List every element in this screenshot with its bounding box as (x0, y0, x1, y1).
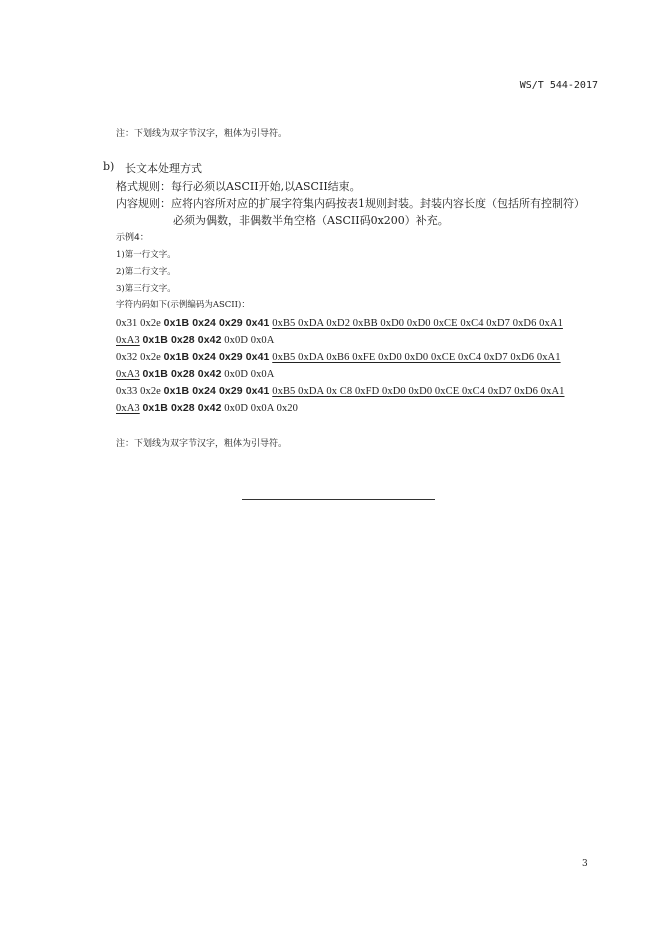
section-b-label: b) (103, 160, 115, 173)
content-rule-line1: 内容规则：应将内容所对应的扩展字符集内码按表1规则封装。封装内容长度（包括所有控制符） (116, 197, 585, 210)
code-plain: 0x0D 0x0A (224, 369, 275, 380)
code-underline: 0xA3 (116, 403, 140, 414)
code-plain: 0x33 0x2e (116, 386, 161, 397)
format-rule: 格式规则：每行必须以ASCII开始,以ASCII结束。 (116, 180, 361, 193)
note-bottom: 注：下划线为双字节汉字，粗体为引导符。 (116, 439, 288, 449)
section-b-title: 长文本处理方式 (125, 162, 202, 175)
code-underline: 0xA3 (116, 369, 140, 380)
code-underline: 0xB5 0xDA 0xB6 0xFE 0xD0 0xD0 0xCE 0xC4 0xD7 0xD6 0xA1 (272, 352, 561, 363)
code-underline: 0xA3 (116, 335, 140, 346)
page-number: 3 (582, 859, 588, 869)
example-line-1: 1)第一行文字。 (116, 250, 176, 260)
example-line-3: 3)第三行文字。 (116, 284, 176, 294)
example-title: 示例4： (116, 233, 149, 243)
code-line-1 (116, 317, 604, 329)
code-plain: 0x0D 0x0A 0x20 (224, 403, 299, 414)
code-plain: 0x32 0x2e (116, 352, 161, 363)
code-bold-lead: 0x1B 0x24 0x29 0x41 (163, 351, 270, 363)
example-line-2: 2)第二行文字。 (116, 267, 176, 277)
code-bold-lead: 0x1B 0x28 0x42 (142, 402, 222, 414)
code-line-6 (116, 402, 298, 414)
code-bold-lead: 0x1B 0x28 0x42 (142, 368, 222, 380)
note-top: 注：下划线为双字节汉字，粗体为引导符。 (116, 129, 288, 139)
end-of-document-line (242, 499, 435, 500)
code-line-2 (116, 334, 274, 346)
code-line-5 (116, 385, 604, 397)
content-rule-line2: 必须为偶数，非偶数半角空格（ASCII码0x200）补充。 (173, 214, 449, 227)
example-intro: 字符内码如下(示例编码为ASCII)： (116, 300, 250, 310)
code-line-3 (116, 351, 604, 363)
code-line-4 (116, 368, 274, 380)
code-bold-lead: 0x1B 0x24 0x29 0x41 (163, 385, 270, 397)
standard-number: WS/T 544-2017 (519, 80, 598, 91)
code-plain: 0x0D 0x0A (224, 335, 275, 346)
code-underline: 0xB5 0xDA 0x C8 0xFD 0xD0 0xD0 0xCE 0xC4 0xD7 0xD6 0xA1 (272, 386, 565, 397)
code-bold-lead: 0x1B 0x24 0x29 0x41 (163, 317, 270, 329)
code-plain: 0x31 0x2e (116, 318, 161, 329)
code-bold-lead: 0x1B 0x28 0x42 (142, 334, 222, 346)
code-underline: 0xB5 0xDA 0xD2 0xBB 0xD0 0xD0 0xCE 0xC4 0xD7 0xD6 0xA1 (272, 318, 563, 329)
